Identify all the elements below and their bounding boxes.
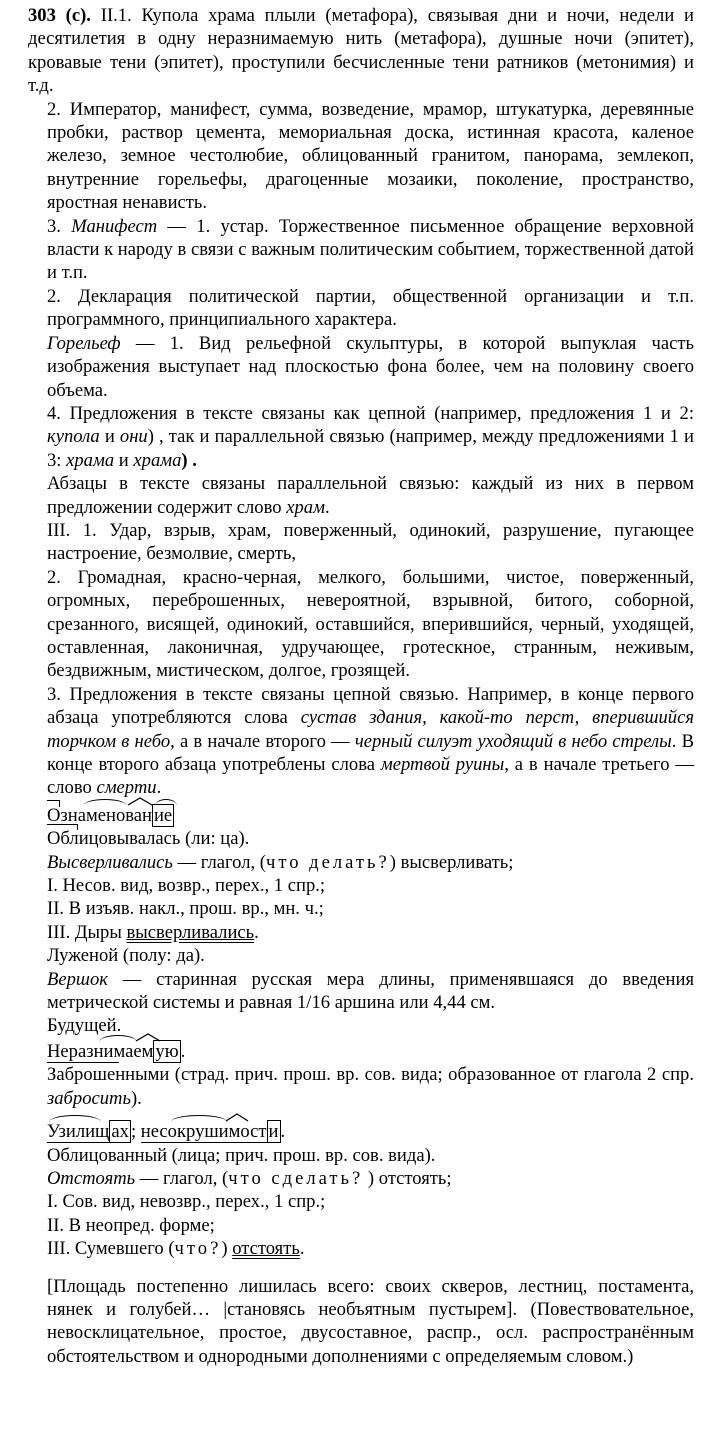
word-analysis-11c: III. Сумевшего (что?) отстоять. (47, 1238, 305, 1260)
word-analysis-9: Узилищ ах ; несокрушимост и . (47, 1120, 694, 1143)
word-analysis-7: Неразнимаем ую . (47, 1040, 694, 1063)
morpheme-word: Облицовывалась ( (47, 827, 191, 850)
word-analysis-11a: I. Сов. вид, невозвр., перех., 1 спр.; (47, 1191, 326, 1213)
word-analysis-3c: III. Дыры высверливались. (47, 921, 259, 943)
paragraph-7: 2. Громадная, красно-черная, мелкого, большими, чистое, поверженный, огромных, переброшенных, невероятной, взрывной, битого, соборной, срезанного, висящей, одинокий, оставшийся, вперившийся, черный, уходящей, оставленная, лаконичная, удручающее, гротескное, странным, неживым, бездвижным, мистическом, долгое, грозящей. (47, 566, 694, 682)
ending-box: ах (111, 1121, 129, 1143)
paragraph-8: 3. Предложения в тексте связаны цепной связью. Например, в конце первого абзаца употребляются слова сустав здания, какой-то перст, вперившийся торчком в небо, а в начале второго — черный силуэт уходящий в небо стрелы. В конце второго абзаца употреблены слова мертвой руины, а в начале третьего — слово смерти. (47, 683, 694, 799)
prefix-mark (47, 824, 78, 830)
word-analysis-10: Облицованный (лица; прич. прош. вр. сов. вида). (47, 1144, 436, 1166)
ending-box: и (268, 1121, 279, 1143)
paragraph-final: [Площадь постепенно лишилась всего: своих скверов, лестниц, постамента, нянек и голубей… |становясь необъятным пустырем]. (Повествовательное, невосклицательное, простое, двусоставное, распр., осл. распространённым обстоятельством и однородными дополнениями с определяемым словом.) (47, 1275, 694, 1367)
root-arc (171, 1115, 227, 1122)
root-arc (155, 799, 177, 806)
word-analysis-5: Вершок — старинная русская мера длины, применявшаяся до введения метрической системы и равная 1/16 аршина или 4,44 см. (47, 968, 694, 1014)
paragraph-3b: 2. Декларация политической партии, общественной организации и т.п. программного, принципиального характера. (47, 285, 694, 331)
paragraph-6: III. 1. Удар, взрыв, храм, поверженный, одинокий, разрушение, пугающее настроение, безмолвие, смерть, (47, 519, 694, 565)
word-analysis-3a: I. Несов. вид, возвр., перех., 1 спр.; (47, 875, 326, 897)
morpheme-word: Узилищ ах (47, 1120, 131, 1143)
prefix-mark (47, 800, 60, 807)
root-arc (49, 1115, 101, 1122)
word-analysis-2: Облицовывалась (ли: ца). (47, 827, 694, 850)
word-analysis-11: Отстоять — глагол, (что сделать? ) отстоять; (47, 1167, 452, 1189)
ending-box: ую (155, 1040, 179, 1062)
paragraph-5: Абзацы в тексте связаны параллельной связью: каждый из них в первом предложении содержит слово храм. (47, 473, 694, 518)
morpheme-word: несокрушимост и (141, 1120, 281, 1143)
paragraph-4: 4. Предложения в тексте связаны как цепной (например, предложения 1 и 2: купола и они) , так и параллельной связью (например, между предложениями 1 и 3: храма и храма) . (47, 402, 694, 471)
root-arc (83, 799, 127, 806)
word-analysis-8: Заброшенными (страд. прич. прош. вр. сов. вида; образованное от глагола 2 спр. забросить). (47, 1064, 694, 1109)
word-analysis-1 (47, 804, 694, 827)
stem-line (47, 1059, 119, 1063)
paragraph-header: 303 (с). II.1. Купола храма плыли (метафора), связывая дни и ночи, недели и десятилетия в одну неразнимаемую нить (метафора), душные ночи (эпитет), кровавые тени (эпитет), проступили бесчисленные тени ратников (метонимия) и т.д. (28, 5, 694, 97)
word-analysis-3: Высверливались — глагол, (что делать?) высверливать; (47, 851, 514, 873)
suffix-mark (127, 797, 153, 805)
paragraph-3c: Горельеф — 1. Вид рельефной скульптуры, в которой выпуклая часть изображения выступает над плоскостью фона более, чем на половину своего объема. (47, 332, 694, 401)
morpheme-word: Ознаменован ие (47, 804, 174, 827)
word-analysis-3b: II. В изъяв. накл., прош. вр., мн. ч.; (47, 898, 324, 920)
paragraph-2: 2. Император, манифест, сумма, возведение, мрамор, штукатурка, деревянные пробки, раствор цемента, мемориальная доска, истинная красота, каленое железо, земное честолюбие, облицованный гранитом, панорама, землекоп, внутренние горельефы, драгоценные мозаики, поколение, пространство, яростная ненависть. (47, 98, 694, 214)
exercise-number: 303 (с). (28, 5, 91, 26)
ending-box: ие (153, 804, 173, 826)
paragraph-3: 3. Манифест — 1. устар. Торжественное письменное обращение верховной власти к народу в связи с важным политическим событием, торжественной датой и т.п. (47, 215, 694, 284)
stem-line (47, 1142, 131, 1143)
word-analysis-4: Луженой (полу: да). (47, 945, 205, 967)
stem-line (141, 1142, 281, 1143)
word-analysis-6: Будущей. (47, 1015, 122, 1037)
morpheme-word: Неразнимаем ую (47, 1040, 181, 1063)
word-analysis-11b: II. В неопред. форме; (47, 1214, 215, 1236)
spacer (47, 1261, 694, 1275)
